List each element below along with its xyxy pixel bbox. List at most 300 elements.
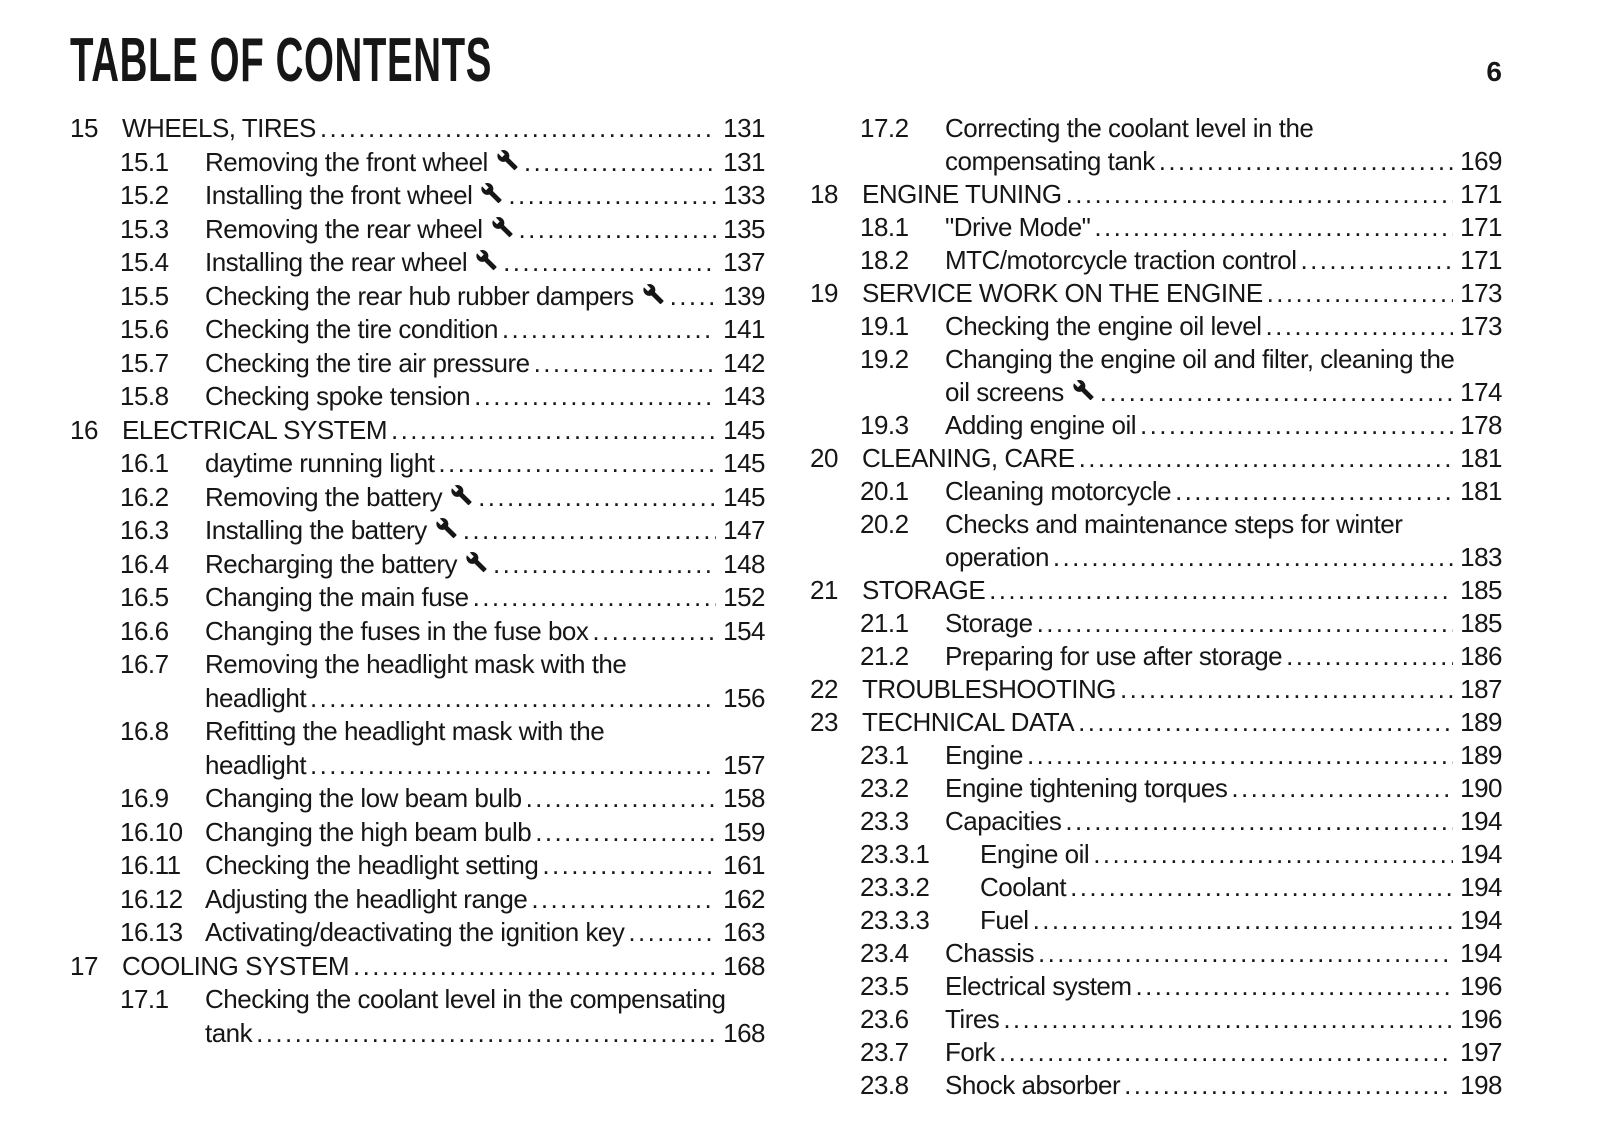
entry-content: [945, 343, 1502, 409]
entry-title: daytime running light: [205, 448, 435, 478]
entry-number: 23.1: [860, 740, 909, 770]
entry-last-line: [205, 514, 765, 548]
toc-entry: [70, 179, 765, 213]
toc-entry: [70, 280, 765, 314]
page-ref: 152: [723, 582, 765, 612]
toc-entry: [810, 211, 1502, 244]
page-ref: 174: [1460, 377, 1502, 407]
entry-title: headlight: [205, 749, 307, 780]
page-ref: 185: [1460, 575, 1502, 605]
entry-number: 16: [70, 414, 98, 445]
page-ref: 189: [1460, 707, 1502, 737]
entry-title: Checking spoke tension: [205, 381, 471, 411]
entry-content: [205, 581, 765, 615]
toc-entry: [70, 782, 765, 816]
toc-entry: [70, 581, 765, 615]
entry-last-line: [205, 1017, 765, 1051]
entry-title: ENGINE TUNING: [862, 179, 1062, 209]
entry-last-line: [945, 772, 1502, 805]
entry-number: 16.9: [120, 783, 169, 813]
dot-leader: [1155, 145, 1453, 178]
entry-last-line: [205, 581, 765, 615]
entry-number: 23.3: [860, 806, 909, 836]
entry-last-line: [205, 447, 765, 481]
wrench-icon: [464, 551, 489, 573]
dot-leader: [515, 213, 717, 247]
entry-number: 15.6: [120, 314, 169, 344]
entry-last-line: [205, 849, 765, 883]
entry-number: 21.1: [860, 608, 909, 638]
entry-content: [862, 706, 1502, 739]
entry-number: 23.5: [860, 971, 909, 1001]
entry-title: Recharging the battery: [205, 548, 458, 579]
entry-title: Electrical system: [945, 971, 1132, 1001]
entry-content: [122, 112, 765, 146]
entry-number: 23.4: [860, 938, 909, 968]
entry-number: 16.10: [120, 816, 183, 847]
entry-last-line: [945, 739, 1502, 772]
entry-number: 15.3: [120, 213, 169, 244]
page-ref: 169: [1460, 146, 1502, 176]
entry-title: Storage: [945, 608, 1033, 638]
page-number: 6: [1486, 56, 1502, 87]
entry-number: 21.2: [860, 641, 909, 671]
entry-number: 17.2: [860, 113, 909, 143]
entry-content: [945, 244, 1502, 277]
page-ref: 162: [723, 883, 765, 914]
entry-title: SERVICE WORK ON THE ENGINE: [862, 278, 1263, 308]
entry-title: Changing the high beam bulb: [205, 816, 532, 847]
toc-entry: [810, 706, 1502, 739]
dot-leader: [1296, 244, 1453, 277]
entry-last-line: [205, 548, 765, 582]
toc-entry: [810, 1003, 1502, 1036]
page-ref: 197: [1460, 1037, 1502, 1067]
entry-number: 20.1: [860, 476, 909, 506]
entry-number: 16.2: [120, 481, 169, 512]
page-ref: 181: [1460, 443, 1502, 473]
entry-content: [980, 871, 1502, 904]
entry-title: Cleaning motorcycle: [945, 476, 1172, 506]
entry-content: [205, 246, 765, 280]
entry-number: 16.3: [120, 515, 169, 545]
wrench-icon: [434, 517, 459, 539]
entry-last-line: [205, 916, 765, 950]
entry-last-line: [945, 970, 1502, 1003]
entry-title: Shock absorber: [945, 1070, 1121, 1100]
entry-title: "Drive Mode": [945, 212, 1091, 242]
entry-content: [862, 442, 1502, 475]
entry-title: Checking the engine oil level: [945, 311, 1262, 341]
entry-title: Chassis: [945, 938, 1034, 968]
entry-content: [205, 347, 765, 381]
entry-last-line: [205, 481, 765, 515]
toc-column-left: [70, 112, 765, 1102]
toc-entry: [810, 871, 1502, 904]
entry-title: ELECTRICAL SYSTEM: [122, 414, 388, 445]
toc-entry: [810, 937, 1502, 970]
entry-last-line: [980, 904, 1502, 937]
dot-leader: [527, 883, 716, 917]
entry-title: Checking the tire condition: [205, 314, 498, 344]
entry-last-line: [205, 179, 765, 213]
page-ref: 143: [723, 381, 765, 411]
entry-content: [205, 983, 765, 1050]
entry-title: Activating/deactivating the ignition key: [205, 917, 625, 947]
entry-number: 15.8: [120, 381, 169, 411]
dot-leader: [530, 347, 717, 381]
entry-title: Changing the main fuse: [205, 582, 469, 612]
entry-last-line: [945, 1036, 1502, 1069]
entry-last-line: [862, 706, 1502, 739]
entry-number: 15.1: [120, 146, 169, 177]
toc-entry: [70, 246, 765, 280]
entry-last-line: [862, 178, 1502, 211]
entry-content: [205, 280, 765, 314]
entry-title: TECHNICAL DATA: [862, 707, 1075, 737]
dot-leader: [306, 749, 716, 783]
toc-columns: [70, 112, 1502, 1102]
entry-content: [945, 805, 1502, 838]
dot-leader: [498, 313, 716, 347]
entry-title: Removing the battery: [205, 481, 443, 512]
page-ref: 171: [1460, 179, 1502, 209]
dot-leader: [1136, 409, 1453, 442]
toc-entry: [70, 481, 765, 515]
toc-entry: [70, 313, 765, 347]
page-ref: 131: [723, 146, 765, 177]
page-ref: 156: [723, 682, 765, 713]
entry-last-line: [205, 313, 765, 347]
page-title: TABLE OF CONTENTS: [70, 26, 492, 95]
dot-leader: [522, 782, 717, 816]
entry-content: [205, 648, 765, 715]
entry-number: 19.2: [860, 344, 909, 374]
entry-last-line: [205, 246, 765, 280]
entry-title: operation: [945, 542, 1049, 572]
entry-last-line: [945, 640, 1502, 673]
dot-leader: [504, 179, 716, 213]
page-ref: 196: [1460, 1004, 1502, 1034]
entry-content: [945, 739, 1502, 772]
entry-content: [205, 548, 765, 582]
entry-number: 20: [810, 443, 838, 473]
entry-last-line: [205, 280, 765, 314]
dot-leader: [474, 481, 716, 515]
entry-title: COOLING SYSTEM: [122, 950, 350, 981]
toc-entry: [810, 112, 1502, 178]
entry-last-line: [205, 749, 765, 783]
entry-content: [122, 950, 765, 984]
toc-entry: [810, 442, 1502, 475]
dot-leader: [666, 280, 717, 314]
wrench-icon: [449, 484, 474, 506]
entry-last-line: [862, 574, 1502, 607]
page-ref: 178: [1460, 410, 1502, 440]
entry-number: 18: [810, 179, 838, 209]
page-ref: 173: [1460, 278, 1502, 308]
toc-entry: [70, 112, 765, 146]
dot-leader: [1132, 970, 1454, 1003]
toc-entry: [70, 414, 765, 448]
dot-leader: [538, 849, 716, 883]
entry-content: [205, 313, 765, 347]
page-ref: 194: [1460, 872, 1502, 902]
toc-entry: [810, 574, 1502, 607]
dot-leader: [999, 1003, 1453, 1036]
entry-content: [205, 916, 765, 950]
entry-title-line: Changing the engine oil and filter, cleaning the: [945, 344, 1455, 374]
dot-leader: [1282, 640, 1453, 673]
dot-leader: [1033, 607, 1454, 640]
entry-title: MTC/motorcycle traction control: [945, 245, 1297, 275]
toc-entry: [70, 883, 765, 917]
page-ref: 159: [723, 816, 765, 847]
page-ref: 157: [723, 749, 765, 780]
entry-last-line: [122, 112, 765, 146]
entry-number: 15.2: [120, 180, 169, 210]
dot-leader: [1062, 178, 1454, 211]
dot-leader: [1120, 1069, 1453, 1102]
toc-entry: [70, 380, 765, 414]
dot-leader: [985, 574, 1453, 607]
entry-content: [945, 310, 1502, 343]
entry-content: [862, 673, 1502, 706]
toc-entry: [810, 1036, 1502, 1069]
entry-title: compensating tank: [945, 146, 1155, 176]
entry-content: [945, 409, 1502, 442]
toc-entry: [70, 950, 765, 984]
entry-title-line: Correcting the coolant level in the: [945, 113, 1314, 143]
entry-title: Engine tightening torques: [945, 773, 1228, 803]
entry-last-line: [980, 871, 1502, 904]
wrench-icon: [641, 283, 666, 305]
dot-leader: [531, 816, 716, 850]
entry-last-line: [945, 805, 1502, 838]
entry-number: 17.1: [120, 984, 169, 1014]
entry-number: 16.11: [120, 850, 181, 880]
entry-title: Preparing for use after storage: [945, 641, 1283, 671]
toc-entry: [810, 607, 1502, 640]
dot-leader: [1029, 904, 1454, 937]
wrench-icon: [1071, 379, 1096, 401]
toc-entry: [70, 648, 765, 715]
entry-number: 21: [810, 575, 838, 605]
wrench-icon: [479, 182, 504, 204]
page-ref: 194: [1460, 806, 1502, 836]
entry-number: 22: [810, 674, 838, 704]
page-ref: 142: [723, 347, 765, 378]
entry-title: Changing the low beam bulb: [205, 783, 522, 813]
entry-number: 23.3.1: [860, 839, 930, 869]
entry-number: 16.4: [120, 548, 169, 579]
dot-leader: [588, 615, 716, 649]
entry-last-line: [980, 838, 1502, 871]
dot-leader: [470, 380, 716, 414]
entry-last-line: [945, 541, 1502, 574]
entry-last-line: [205, 816, 765, 850]
dot-leader: [434, 447, 716, 481]
entry-content: [862, 574, 1502, 607]
toc-entry: [810, 904, 1502, 937]
toc-entry: [810, 772, 1502, 805]
entry-last-line: [205, 615, 765, 649]
entry-title-line: Removing the headlight mask with the: [205, 649, 627, 679]
entry-title: Capacities: [945, 806, 1062, 836]
dot-leader: [624, 916, 716, 950]
entry-title: Engine oil: [980, 839, 1090, 869]
entry-content: [205, 179, 765, 213]
entry-content: [945, 508, 1502, 574]
entry-last-line: [205, 213, 765, 247]
toc-entry: [810, 178, 1502, 211]
entry-title: Checking the headlight setting: [205, 850, 539, 880]
entry-number: 16.6: [120, 615, 169, 646]
toc-entry: [810, 805, 1502, 838]
page-ref: 135: [723, 213, 765, 244]
entry-number: 15.5: [120, 280, 169, 311]
entry-title: oil screens: [945, 377, 1064, 407]
dot-leader: [1227, 772, 1453, 805]
entry-title: Fork: [945, 1037, 995, 1067]
page-ref: 161: [723, 850, 765, 880]
page-ref: 186: [1460, 641, 1502, 671]
entry-last-line: [945, 475, 1502, 508]
entry-last-line: [945, 937, 1502, 970]
toc-entry: [810, 838, 1502, 871]
dot-leader: [1263, 277, 1453, 310]
entry-number: 18.1: [860, 212, 909, 242]
entry-last-line: [945, 409, 1502, 442]
entry-title: Engine: [945, 740, 1023, 770]
entry-number: 23: [810, 707, 838, 737]
toc-entry: [810, 475, 1502, 508]
entry-content: [945, 970, 1502, 1003]
entry-last-line: [205, 347, 765, 381]
entry-number: 15.7: [120, 347, 169, 378]
toc-column-right: [810, 112, 1502, 1102]
entry-title: Changing the fuses in the fuse box: [205, 615, 589, 646]
entry-content: [945, 937, 1502, 970]
entry-number: 16.8: [120, 716, 169, 746]
entry-last-line: [205, 682, 765, 716]
page-ref: 171: [1460, 245, 1502, 275]
dot-leader: [469, 581, 716, 615]
entry-content: [980, 904, 1502, 937]
entry-title: Checking the rear hub rubber dampers: [205, 280, 634, 311]
entry-last-line: [945, 376, 1502, 409]
entry-content: [205, 849, 765, 883]
entry-content: [945, 211, 1502, 244]
page-ref: 189: [1460, 740, 1502, 770]
page-ref: 137: [723, 247, 765, 277]
toc-entry: [810, 673, 1502, 706]
entry-title: TROUBLESHOOTING: [862, 674, 1116, 704]
entry-title: Fuel: [980, 905, 1029, 935]
entry-content: [945, 607, 1502, 640]
toc-entry: [70, 146, 765, 180]
toc-entry: [70, 615, 765, 649]
entry-content: [122, 414, 765, 448]
dot-leader: [1116, 673, 1453, 706]
page-ref: 141: [723, 314, 765, 344]
entry-title: Adjusting the headlight range: [205, 883, 528, 914]
entry-number: 23.2: [860, 773, 909, 803]
entry-content: [980, 838, 1502, 871]
page-ref: 194: [1460, 839, 1502, 869]
entry-content: [205, 213, 765, 247]
dot-leader: [1075, 442, 1454, 475]
entry-content: [205, 816, 765, 850]
toc-entry: [70, 347, 765, 381]
dot-leader: [499, 246, 716, 280]
dot-leader: [252, 1017, 716, 1051]
entry-last-line: [862, 673, 1502, 706]
page-ref: 145: [723, 414, 765, 445]
page-ref: 133: [723, 180, 765, 210]
wrench-icon: [474, 249, 499, 271]
dot-leader: [995, 1036, 1453, 1069]
dot-leader: [1096, 376, 1453, 409]
page-ref: 168: [723, 1017, 765, 1048]
entry-content: [205, 481, 765, 515]
toc-entry: [70, 849, 765, 883]
entry-title: headlight: [205, 682, 307, 713]
entry-number: 23.7: [860, 1037, 909, 1067]
entry-number: 17: [70, 950, 98, 981]
page-ref: 154: [723, 615, 765, 646]
toc-entry: [810, 409, 1502, 442]
toc-entry: [70, 983, 765, 1050]
entry-last-line: [945, 211, 1502, 244]
dot-leader: [1023, 739, 1453, 772]
toc-entry: [70, 514, 765, 548]
page-ref: 145: [723, 448, 765, 478]
page-ref: 194: [1460, 905, 1502, 935]
entry-number: 19.1: [860, 311, 909, 341]
toc-entry: [70, 816, 765, 850]
toc-entry: [810, 1069, 1502, 1102]
page-ref: 194: [1460, 938, 1502, 968]
page-ref: 187: [1460, 674, 1502, 704]
dot-leader: [316, 112, 716, 146]
entry-last-line: [945, 1003, 1502, 1036]
toc-entry: [70, 447, 765, 481]
entry-title: Removing the front wheel: [205, 146, 488, 177]
entry-content: [945, 772, 1502, 805]
dot-leader: [349, 950, 716, 984]
entry-last-line: [122, 414, 765, 448]
entry-number: 20.2: [860, 509, 909, 539]
entry-title: Installing the battery: [205, 515, 427, 545]
entry-title: tank: [205, 1017, 253, 1048]
entry-title: Installing the front wheel: [205, 180, 473, 210]
dot-leader: [387, 414, 716, 448]
toc-entry: [810, 739, 1502, 772]
entry-content: [205, 146, 765, 180]
entry-number: 23.8: [860, 1070, 909, 1100]
dot-leader: [1074, 706, 1453, 739]
entry-number: 16.12: [120, 883, 183, 914]
page-ref: 131: [723, 113, 765, 143]
entry-content: [205, 514, 765, 548]
entry-number: 16.13: [120, 917, 183, 947]
wrench-icon: [495, 149, 520, 171]
entry-content: [945, 1003, 1502, 1036]
entry-title-line: Checking the coolant level in the compensating: [205, 984, 726, 1014]
dot-leader: [520, 146, 716, 180]
dot-leader: [1049, 541, 1453, 574]
